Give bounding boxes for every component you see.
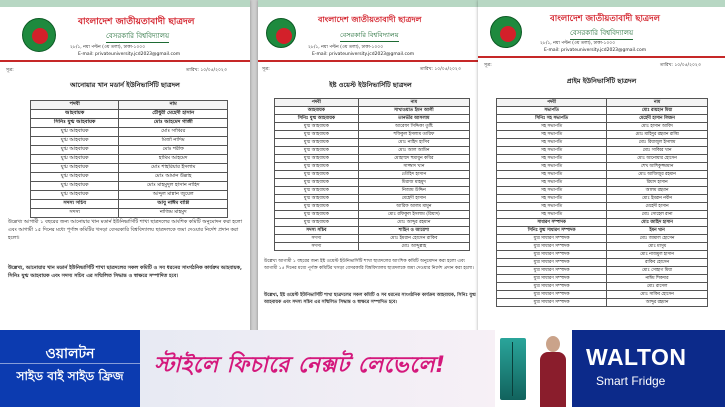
post-cell: সদস্য সচিব [31, 200, 119, 209]
post-cell: যুগ্ম সাধারণ সম্পাদক [497, 267, 607, 275]
post-cell: সহ সভাপতি [497, 163, 607, 171]
address: ২৮/১, নয়া পল্টন (৩য় তলা), ঢাকা-১০০০ [70, 45, 146, 50]
table-row [275, 179, 470, 187]
post-cell: সিনিঃ যুগ্ম আহবায়ক [31, 119, 119, 128]
post-cell: যুগ্ম সাধারণ সম্পাদক [497, 259, 607, 267]
table-row [31, 164, 228, 173]
table-row [275, 115, 470, 123]
table-row [275, 123, 470, 131]
table-row [497, 171, 708, 179]
table-row [497, 243, 708, 251]
name-cell: তানভীর আসলাম [358, 115, 469, 123]
name-cell: মোঃ নাহিদ হাসিব [358, 139, 469, 147]
note-paragraph: উল্লেখ্য আগামী ১ বছরের জন্য আনোয়ার খান মডার্ন ইউনিভার্সিটি শাখা ছাত্রদলের আংশিক কমিটি অনুমোদন করা হলো এবং আগামী ১৫ দিনের মধ্যে পূর্ণাঙ্গ কমিটির খসড়া বেসরকারি বিশ্ববিদ্যালয় ছাত্রদলকে জমা দেওয়ার নির্দেশ প্রদান করা হলো। [8, 219, 243, 241]
ad-divider [0, 363, 140, 364]
table-row [31, 128, 228, 137]
name-cell: সাখাওয়াত ইমন আলী [358, 107, 469, 115]
post-cell: যুগ্ম আহবায়ক [275, 179, 359, 187]
name-cell: মোঃ মাসুম [607, 243, 708, 251]
name-cell: মোঃ রায়হান মিয়া [607, 107, 708, 115]
name-cell: মোঃ ইমরান হোসেন রাকিব [358, 235, 469, 243]
ad-product-name: Smart Fridge [596, 374, 666, 388]
post-cell: যুগ্ম আহবায়ক [275, 195, 359, 203]
table-row [497, 283, 708, 291]
name-cell: মেহেদী হাসান [607, 203, 708, 211]
table-row [275, 171, 470, 179]
post-cell: যুগ্ম সাধারণ সম্পাদক [497, 283, 607, 291]
post-cell: যুগ্ম আহবায়ক [275, 163, 359, 171]
divider [478, 56, 725, 58]
table-row [497, 187, 708, 195]
name-cell: মোঃ জাহিদ হাসান [607, 219, 708, 227]
note-paragraph: উল্লেখ্য আগামী ১ বছরের জন্য ইষ্ট ওয়েস্ট ইউনিভার্সিটি শাখা ছাত্রদলের আংশিক কমিটি অনুমোদন করা হলো এবং আগামী ১৫ দিনের মধ্যে পূর্ণাঙ্গ কমিটির খসড়া বেসরকারি বিশ্ববিদ্যালয় ছাত্রদলকে জমা দেওয়ার নির্দেশ প্রদান করা হলো। [264, 259, 474, 271]
name-cell: মোঃ নাজমুল হাসান [607, 251, 708, 259]
table-row [497, 115, 708, 123]
post-cell: সহ সভাপতি [497, 195, 607, 203]
model-figure [532, 332, 572, 407]
post-cell: সহ সভাপতি [497, 155, 607, 163]
post-cell: যুগ্ম আহবায়ক [31, 137, 119, 146]
table-row [497, 275, 708, 283]
name-cell: মোঃ আজিজুর রহমান [607, 171, 708, 179]
name-cell: আব্দুল মান্নান জুয়েল [119, 191, 228, 200]
table-row [31, 182, 228, 191]
post-cell: যুগ্ম আহবায়ক [31, 173, 119, 182]
name-cell: মোঃ আব্দুর রহমান [358, 219, 469, 227]
column-post: পদবী [275, 99, 359, 107]
table-row [497, 195, 708, 203]
post-cell: সহ সভাপতি [497, 203, 607, 211]
table-row [275, 203, 470, 211]
table-row [275, 227, 470, 235]
name-cell: আলম রহমান [607, 187, 708, 195]
header-strip [258, 0, 483, 7]
post-cell: সহ সভাপতি [497, 147, 607, 155]
post-cell: যুগ্ম সাধারণ সম্পাদক [497, 243, 607, 251]
column-name: নাম [358, 99, 469, 107]
table-row [275, 107, 470, 115]
column-name: নাম [119, 101, 228, 110]
table-row [31, 137, 228, 146]
org-name: বাংলাদেশ জাতীয়তাবাদী ছাত্রদল [78, 17, 195, 27]
post-cell: যুগ্ম আহবায়ক [31, 128, 119, 137]
name-cell: নিজাম উদ্দিন [358, 187, 469, 195]
name-cell: ইমন খান [607, 227, 708, 235]
post-cell: সহ সভাপতি [497, 139, 607, 147]
name-cell: মোঃ সাব্বির [119, 128, 228, 137]
post-cell: সহ সভাপতি [497, 171, 607, 179]
post-cell: সহ সভাপতি [497, 211, 607, 219]
name-cell: শেখ আশিকুজ্জামান [607, 163, 708, 171]
post-cell: যুগ্ম সাধারণ সম্পাদক [497, 291, 607, 299]
table-row [275, 131, 470, 139]
table-header [497, 99, 708, 107]
unit-name: বেসরকারি বিশ্ববিদ্যালয় [106, 30, 169, 43]
table-row [31, 155, 228, 164]
party-logo [266, 18, 296, 48]
table-row [31, 119, 228, 128]
name-cell: মির্জা নাদিম [119, 137, 228, 146]
org-name: বাংলাদেশ জাতীয়তাবাদী ছাত্রদল [550, 14, 660, 24]
name-cell: মোঃ আমান উল্লাহ [119, 173, 228, 182]
ref-label: সূত্র: [6, 68, 14, 73]
address: ২৮/১, নয়া পল্টন (৩য় তলা), ঢাকা-১০০০ [540, 41, 616, 46]
post-cell: সদস্য [31, 209, 119, 218]
fridge-icon [500, 338, 526, 400]
name-cell: মোঃ রিয়াজুল ইসলাম [607, 139, 708, 147]
ad-middle-panel [140, 330, 495, 407]
table-row [497, 179, 708, 187]
name-cell: মোঃ ইমরান নবীন [607, 195, 708, 203]
name-cell: নাজিম মাহমুদ [119, 209, 228, 218]
post-cell: যুগ্ম আহবায়ক [31, 155, 119, 164]
table-row [31, 200, 228, 209]
name-cell: রাকিব হোসেন [607, 259, 708, 267]
name-cell: মোঃ সোহেল রানা [607, 211, 708, 219]
date: তারিখ: ১০/০৫/২০২৩ [660, 63, 701, 68]
table-row [275, 147, 470, 155]
post-cell: যুগ্ম আহবায়ক [275, 123, 359, 131]
email: E-mail: privateuniversity.jcd2023@gmail.com [544, 48, 647, 53]
table-row [497, 251, 708, 259]
column-post: পদবী [497, 99, 607, 107]
post-cell: সিনিঃ যুগ্ম আহবায়ক [275, 115, 359, 123]
name-cell: মোহাম্মদ হুমায়ুন কবির [358, 155, 469, 163]
table-row [275, 163, 470, 171]
name-cell: শাহিন ও আয়েশা [358, 227, 469, 235]
name-cell: মোঃ আহমেদ গাজী [119, 119, 228, 128]
table-row [497, 139, 708, 147]
table-row [275, 235, 470, 243]
post-cell: সহ সভাপতি [497, 131, 607, 139]
table-row [497, 163, 708, 171]
post-cell: যুগ্ম আহবায়ক [275, 147, 359, 155]
divider [0, 60, 250, 62]
table-row [497, 267, 708, 275]
post-cell: যুগ্ম আহবায়ক [275, 219, 359, 227]
model-body [540, 352, 566, 407]
name-cell: মোঃ মাহমুদুল হাসান নাহিদ [119, 182, 228, 191]
post-cell: যুগ্ম সাধারণ সম্পাদক [497, 275, 607, 283]
post-cell: যুগ্ম সাধারণ সম্পাদক [497, 299, 607, 307]
post-cell: যুগ্ম আহবায়ক [275, 139, 359, 147]
name-cell: সাজ্জাদ খান [358, 163, 469, 171]
column-post: পদবী [31, 101, 119, 110]
post-cell: যুগ্ম সাধারণ সম্পাদক [497, 235, 607, 243]
table-header [31, 101, 228, 110]
table-row [275, 139, 470, 147]
table-row [31, 191, 228, 200]
name-cell: মোঃ শরীফ [119, 146, 228, 155]
document-title: আনোয়ার খান মডার্ন ইউনিভার্সিটি ছাত্রদল [70, 81, 180, 89]
ad-product-bangla: সাইড বাই সাইড ফ্রিজ [16, 369, 124, 383]
table-header [275, 99, 470, 107]
party-logo [22, 18, 56, 52]
committee-notice-1 [0, 0, 250, 340]
table-row [497, 227, 708, 235]
post-cell: সিনিঃ সহ সভাপতি [497, 115, 607, 123]
post-cell: যুগ্ম আহবায়ক [275, 187, 359, 195]
date: তারিখ: ১০/০৫/২০২৩ [186, 68, 227, 73]
table-row [497, 155, 708, 163]
model-head [546, 336, 560, 352]
post-cell: সভাপতি [497, 107, 607, 115]
committee-notice-3 [478, 0, 725, 340]
name-cell: হামিম আহমেদ [119, 155, 228, 164]
table-row [31, 110, 228, 119]
post-cell: সহ সভাপতি [497, 187, 607, 195]
table-row [31, 173, 228, 182]
name-cell: আরিফ আলম মামুন [358, 203, 469, 211]
name-cell: আব্দুর রহমান [607, 299, 708, 307]
post-cell: আহবায়ক [275, 107, 359, 115]
name-cell: মোঃ জামাল হোসেন [607, 235, 708, 243]
address: ২৮/১, নয়া পল্টন (৩য় তলা), ঢাকা-১০০০ [308, 45, 384, 50]
ad-brand-logo: WALTON [586, 344, 687, 370]
committee-notice-2 [258, 0, 483, 340]
ad-slogan: স্টাইলে ফিচারে নেক্সট লেভেলে! [154, 353, 446, 378]
table-row [497, 291, 708, 299]
name-cell: মোঃ আনোয়ার হোসেন [607, 155, 708, 163]
table-row [275, 187, 470, 195]
table-row [497, 299, 708, 307]
instruction-paragraph: উল্লেখ্য, আনোয়ার খান মডার্ন ইউনিভার্সিটি শাখা ছাত্রদলের সকল কমিটি ও সব ধরনের সাংগঠনিক কার্যক্রম আহবায়ক, সিনিঃ যুগ্ম আহবায়ক এবং সদস্য সচিব এর সম্মিলিত সিদ্ধান্ত ও স্বাক্ষরে সম্পাদিত হবে। [8, 265, 242, 279]
document-title: ইষ্ট ওয়েস্ট ইউনিভার্সিটি ছাত্রদল [329, 81, 412, 89]
ad-right-panel [572, 330, 725, 407]
table-row [497, 211, 708, 219]
table-row [497, 107, 708, 115]
post-cell: সাধারণ সম্পাদক [497, 219, 607, 227]
ad-brand-bangla: ওয়ালটন [45, 346, 95, 362]
name-cell: মোঃ আব্দুল্লাহ [358, 243, 469, 251]
party-logo [490, 16, 522, 48]
header-strip [478, 0, 725, 7]
date: তারিখ: ১০/০৫/২০২৩ [420, 67, 461, 72]
name-cell: মোঃ মাহিদুর রহমান রাব্বি [607, 131, 708, 139]
name-cell: মোঃ সাব্বির খান [607, 147, 708, 155]
table-row [275, 243, 470, 251]
column-name: নাম [607, 99, 708, 107]
post-cell: যুগ্ম আহবায়ক [31, 182, 119, 191]
post-cell: আহবায়ক [31, 110, 119, 119]
name-cell: চৌধুরী মেহেদী হাসান [119, 110, 228, 119]
ref-label: সূত্র: [262, 67, 270, 72]
post-cell: সদস্য [275, 243, 359, 251]
email: E-mail: privateuniversity.jcd2023@gmail.com [312, 52, 415, 57]
table-row [31, 146, 228, 155]
post-cell: সদস্য [275, 235, 359, 243]
name-cell: তৌহিদ হাসান [358, 171, 469, 179]
name-cell: মোঃ আল আমিন [358, 147, 469, 155]
post-cell: যুগ্ম আহবায়ক [275, 155, 359, 163]
table-row [275, 155, 470, 163]
post-cell: যুগ্ম আহবায়ক [31, 164, 119, 173]
ref-label: সূত্র: [484, 63, 492, 68]
ad-left-panel [0, 330, 140, 407]
post-cell: যুগ্ম আহবায়ক [31, 146, 119, 155]
name-cell: মোঃ রাসেল [607, 283, 708, 291]
table-row [31, 209, 228, 218]
post-cell: যুগ্ম আহবায়ক [275, 131, 359, 139]
post-cell: যুগ্ম আহবায়ক [31, 191, 119, 200]
divider [258, 60, 483, 62]
table-row [497, 219, 708, 227]
table-row [497, 123, 708, 131]
name-cell: মোঃ হাসান আবিদ [607, 123, 708, 131]
name-cell: আবু নাঈম বাপ্পি [119, 200, 228, 209]
table-row [275, 195, 470, 203]
post-cell: যুগ্ম আহবায়ক [275, 203, 359, 211]
post-cell: যুগ্ম আহবায়ক [275, 171, 359, 179]
name-cell: মোঃ রফিকুল ইসলাম (রিয়াদ) [358, 211, 469, 219]
name-cell: নাঈম শিকদার [607, 275, 708, 283]
name-cell: মেহেদী হাসান লিজন [607, 115, 708, 123]
post-cell: সহ সভাপতি [497, 123, 607, 131]
name-cell: মোঃ শাহরিয়ার ইসলাম [119, 164, 228, 173]
table-row [497, 131, 708, 139]
table-row [497, 259, 708, 267]
unit-name: বেসরকারি বিশ্ববিদ্যালয় [340, 30, 399, 42]
walton-ad-banner[interactable] [0, 330, 725, 407]
table-row [275, 211, 470, 219]
post-cell: সদস্য সচিব [275, 227, 359, 235]
unit-name: বেসরকারি বিশ্ববিদ্যালয় [570, 27, 633, 40]
name-cell: শফিকুল ইসলাম তারিফ [358, 131, 469, 139]
committee-table [274, 98, 470, 251]
name-cell: মিরাজ মাহমুদ [358, 179, 469, 187]
name-cell: মোঃ সাকিব হোসেন [607, 291, 708, 299]
committee-table [496, 98, 708, 307]
email: E-mail: privateuniversity.jcd2023@gmail.com [78, 52, 181, 57]
instruction-paragraph: উল্লেখ্য, ইষ্ট ওয়েস্ট ইউনিভার্সিটি শাখা ছাত্রদলের সকল কমিটি ও সব ধরনের সাংগঠনিক কার্যক্রম আহবায়ক, সিনিঃ যুগ্ম আহবায়ক এবং সদস্য সচিব এর সম্মিলিত সিদ্ধান্ত ও স্বাক্ষরে সম্পাদিত হবে। [264, 293, 476, 305]
committee-table [30, 100, 228, 218]
name-cell: মোঃ সোহাগ মিয়া [607, 267, 708, 275]
document-title: প্রাইম ইউনিভার্সিটি ছাত্রদল [566, 77, 637, 85]
post-cell: সহ সভাপতি [497, 179, 607, 187]
org-name: বাংলাদেশ জাতীয়তাবাদী ছাত্রদল [318, 15, 422, 24]
header-strip [0, 0, 250, 7]
post-cell: যুগ্ম আহবায়ক [275, 211, 359, 219]
table-row [497, 147, 708, 155]
table-row [275, 219, 470, 227]
name-cell: মেহেদী হাসান [358, 195, 469, 203]
post-cell: সিনিঃ যুগ্ম সাধারণ সম্পাদক [497, 227, 607, 235]
table-row [497, 203, 708, 211]
name-cell: আরেফা সিদ্দিকা তুষ্টি [358, 123, 469, 131]
post-cell: যুগ্ম সাধারণ সম্পাদক [497, 251, 607, 259]
name-cell: রিয়াদ হাসান [607, 179, 708, 187]
table-row [497, 235, 708, 243]
